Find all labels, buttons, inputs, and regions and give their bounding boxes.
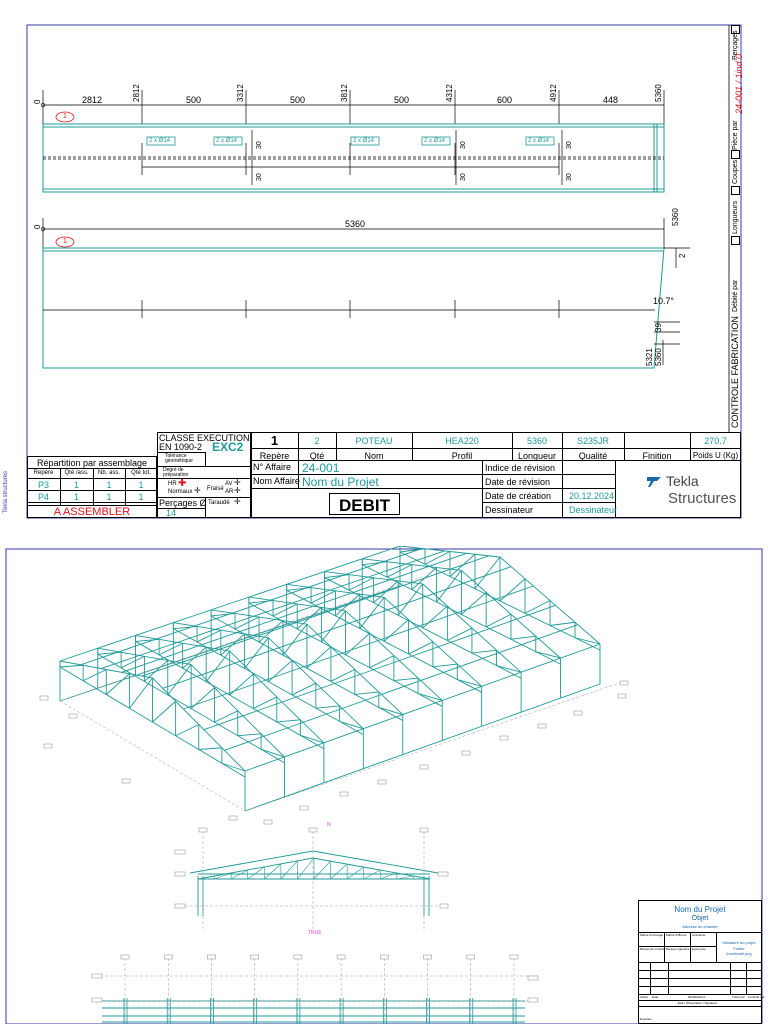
dim-30-d: 30 [460,173,467,181]
assembly-row2-tot: 1 [138,492,144,502]
tb2-maitre-ouvrage: Maître d'Ouvrage [640,933,664,937]
dim-30-e: 30 [566,141,573,149]
assembly-row1-nb: 1 [106,480,112,490]
dim-500-c: 500 [394,95,410,105]
tb2-date: Date [652,995,659,999]
tb2-bureau-controle: Bureau de contrôle [640,947,666,951]
date-crea-label: Date de création [485,491,552,501]
classe-ar: AR [225,489,234,495]
part-profil-val: HEA220 [445,436,479,446]
label-longueur: Longueur [517,451,557,461]
part-longueur-val: 5360 [526,436,548,446]
hole-tag-4: 2 x Ø14 [424,138,446,144]
classe-av: AV [225,481,233,487]
assembly-col-nb-ass: Nb. ass. [97,470,120,476]
dessinateur-label: Dessinateur [485,505,534,515]
part-mark-elev: 1 [63,113,67,120]
dim-2812-abs: 2812 [132,84,141,102]
label-qualite: Qualité [578,451,608,461]
dim-3312: 3312 [236,84,245,102]
strip-longueurs: Longueurs [732,200,739,234]
dim-4912: 4912 [549,84,558,102]
assembly-col-repere: Repère [33,470,54,476]
classe-line1: CLASSE EXECUTION [159,433,250,443]
classe-line2: EN 1090-2 [159,442,203,452]
tb2-controle-par: Contrôlé par [748,995,765,999]
classe-taraude: Taraudé [208,500,230,506]
assembly-row1-repere: P3 [37,480,49,490]
normaux-cross-icon: ✛ [194,486,201,495]
hole-tag-2: 2 x Ø14 [216,138,238,144]
tb2-emetteur: Emetteur [640,1017,653,1021]
strip-percages: Perçages [732,30,739,60]
part-qte-val: 2 [314,436,320,446]
section-label-top: N [327,822,331,828]
plan-dim-39: 39 [654,323,663,332]
tb2-entreprise: Entreprise [692,947,706,951]
date-rev-label: Date de révision [485,477,551,487]
classe-hr: HR [168,481,177,487]
tb2-thumb: thumbnail.png [726,951,752,956]
affaire-nom-label: Nom Affaire [253,476,300,486]
side-elevation [102,1001,525,1022]
drawing-sheet-overview [0,546,768,1024]
vertical-brand: Tekla structures [3,470,9,513]
assembly-col-qte-ass: Qté /ass. [64,470,89,476]
tb2-project: Nom du Projet [674,905,726,914]
tb2-maitre-oeuvre: Maître d'Œuvre [666,933,687,937]
dim-5360: 5360 [654,84,663,102]
section-label-bottom: TRUE [308,930,322,936]
isometric-structure [60,546,600,811]
assembly-title: Répartition par assemblage [36,458,148,468]
label-poids: Poids U (Kg) [692,451,739,460]
classe-degre: Degré de préparation [163,467,189,478]
tb2-objet: Objet [691,915,709,922]
tekla-sub: Structures [668,490,737,507]
tb2-indice: Indice [640,995,649,999]
assembly-row2-qte: 1 [73,492,79,502]
part-mark-plan: 1 [63,238,67,245]
dim-500-b: 500 [290,95,306,105]
classe-perc-val: 14 [166,508,177,518]
tb2-bureau-ingenierie: Bureau ingénierie [666,947,690,951]
label-profil: Profil [451,451,473,461]
strip-coupes: Coupes [732,159,739,184]
plan-dim-5321: 5321 [645,348,654,366]
dim-30-c: 30 [460,141,467,149]
checkbox-percages[interactable] [731,25,740,34]
indice-label: Indice de révision [485,463,556,473]
strip-piece-par: Pièce par [732,120,739,150]
label-finition: Finition [642,451,672,461]
dim-2812: 2812 [82,95,103,105]
plan-dim-5360-right: 5360 [671,208,680,226]
tb2-etat: Etat / Observation / Signature [678,1001,718,1005]
dim-30-f: 30 [566,173,573,181]
classe-tolerance: Tolérance géométrique [165,453,193,464]
assembly-row1-qte: 1 [73,480,79,490]
overview-title-block [638,900,765,1024]
plan-dim-5360: 5360 [345,219,366,229]
dim-30-b: 30 [256,173,263,181]
tekla-logo [646,473,738,513]
hole-tag-3: 2 x Ø14 [353,138,375,144]
plan-dim-2: 2 [678,253,687,258]
tb2-architecte: Architecte [692,933,706,937]
assembly-row2-repere: P4 [37,492,49,502]
plan-angle: 10.7° [653,296,675,306]
classe-exc: EXC2 [212,440,244,454]
dim-3812: 3812 [340,84,349,102]
plan-dim-0: 0 [33,224,42,229]
classe-fraise: Fraisé [207,486,224,492]
tb2-modifications: Modifications [688,995,706,999]
dim-30-a: 30 [256,141,263,149]
tb2-miniature: Miniature du projet [722,940,756,945]
taraude-cross-icon: ✛ [234,497,241,506]
checkbox-piece[interactable] [731,150,740,159]
tb2-adresse: Adresse du chantier [682,924,718,929]
assembly-footer: A ASSEMBLER [53,506,131,518]
label-nom: Nom [364,451,384,461]
dim-4312: 4312 [445,84,454,102]
part-repere-val: 1 [270,433,279,448]
strip-controle: CONTROLE FABRICATION [730,316,740,428]
tekla-brand: Tekla [666,473,699,489]
label-repere: Repère [259,451,290,461]
debit-label: DEBIT [339,496,390,515]
checkbox-coupes[interactable] [731,186,740,195]
tekla-logo-icon [646,476,662,488]
assembly-row1-tot: 1 [138,480,144,490]
hr-cross-icon: ✚ [178,478,187,489]
dim-500-a: 500 [186,95,202,105]
hole-tag-5: 2 x Ø14 [528,138,550,144]
dim-0: 0 [33,99,42,104]
classe-normaux: Normaux [168,489,193,495]
part-nom-val: POTEAU [355,436,393,446]
checkbox-longueurs[interactable] [731,236,740,245]
assembly-row2-nb: 1 [106,492,112,502]
affaire-n-val: 24-001 [302,461,340,475]
dessinateur-val: Dessinateur [569,505,618,515]
date-crea-val: 20.12.2024 [569,491,615,501]
strip-debite-par: Débité par [732,279,739,312]
tb2-trace-par: Tracé par [732,995,745,999]
tb2-folder: Folder [733,946,745,951]
dim-600: 600 [497,95,513,105]
affaire-nom-val: Nom du Projet [302,475,379,489]
hole-tag-1: 2 x Ø14 [149,138,171,144]
affaire-n-label: N° Affaire [253,462,291,472]
label-qte: Qté [309,451,325,461]
dim-448: 448 [603,95,619,105]
assembly-col-qte-tot: Qté tot. [131,470,151,476]
classe-percages: Perçages Ø [159,498,207,508]
strip-piece-ref: 24-001 / 1ind 0 [734,53,744,114]
part-qualite-val: S235JR [576,436,610,446]
av-cross-icon: ✛ [234,478,241,487]
plan-dim-5360-b: 5360 [654,348,663,366]
part-poids-val: 270.7 [704,436,727,446]
ar-cross-icon: ✛ [234,486,241,495]
